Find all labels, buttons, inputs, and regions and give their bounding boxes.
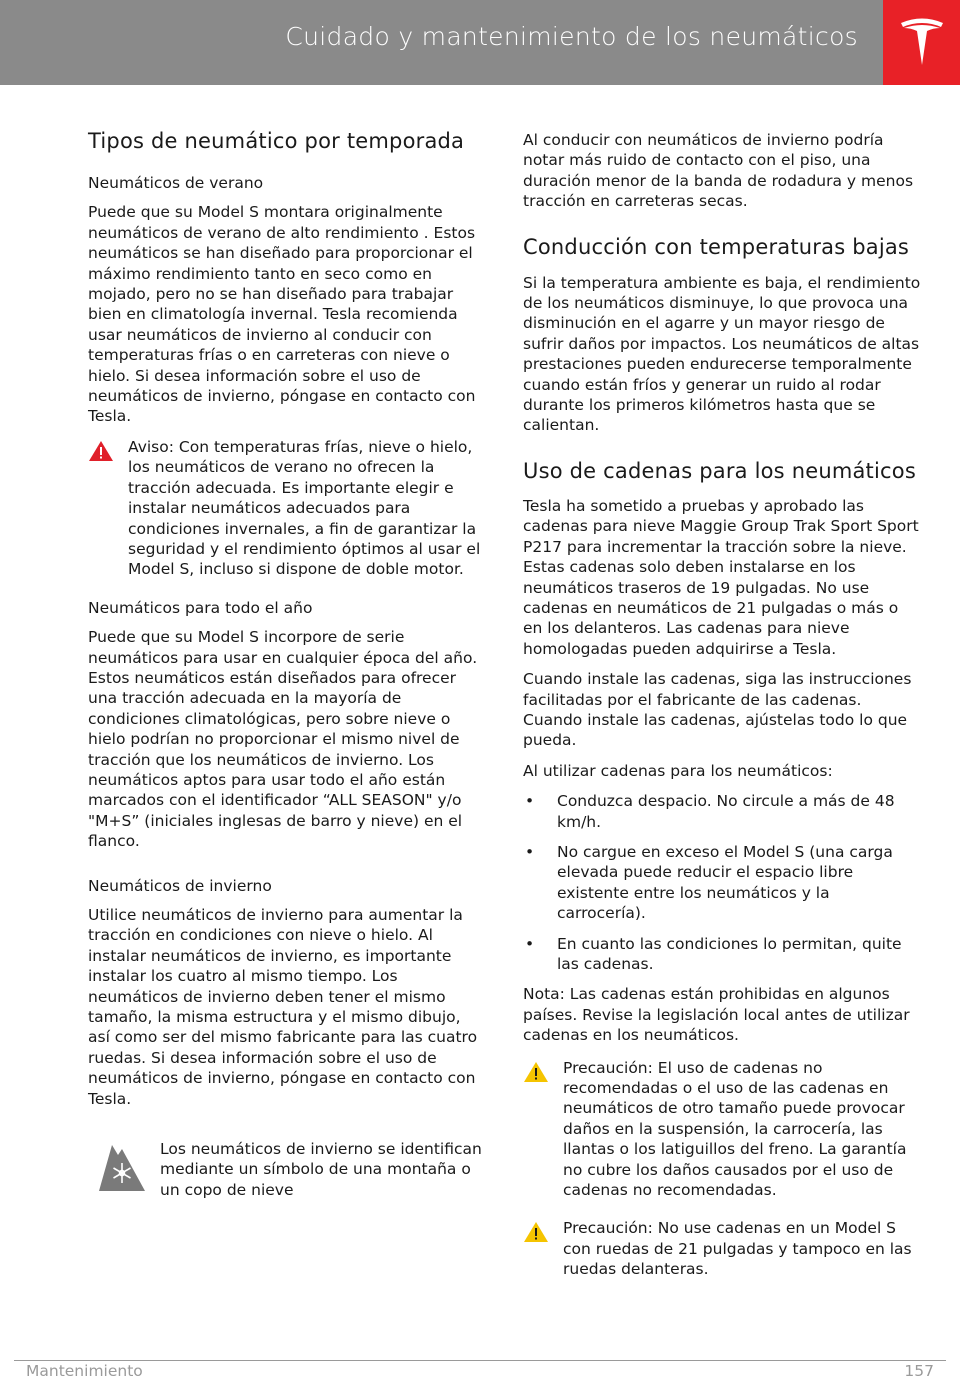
list-item: • En cuanto las condiciones lo permitan, quite las cadenas.	[525, 934, 902, 973]
subheading-all-season: Neumáticos para todo el año	[88, 598, 313, 617]
warning-notice	[88, 437, 482, 580]
caution-triangle-icon	[523, 1061, 549, 1083]
caution-text-1: Precaución: El uso de cadenas no recomendadas o el uso de las cadenas en neumáticos de otro tamaño puede provocar daños en la suspensión, la carrocería, las llantas o los latiguillos del freno. La garantía no cubre los daños causados por el uso de cadenas no recomendadas.	[563, 1058, 907, 1200]
caution-notice-1	[523, 1058, 921, 1201]
section-heading-season-tires: Tipos de neumático por temporada	[88, 129, 465, 153]
tesla-logo-icon	[899, 15, 945, 67]
brand-box	[883, 0, 960, 85]
caution-notice-2	[523, 1218, 921, 1279]
left-column	[88, 128, 482, 1200]
paragraph-winter-continued: Al conducir con neumáticos de invierno podría notar más ruido de contacto con el piso, una duración menor de la banda de rodadura y menos tracción en carreteras secas.	[523, 131, 914, 211]
section-heading-cold: Conducción con temperaturas bajas	[523, 234, 910, 259]
warning-text: Aviso: Con temperaturas frías, nieve o hielo, los neumáticos de verano no ofrecen la tracción adecuada. Es importante elegir e instalar neumáticos adecuados para condiciones invernales, a fin de garantizar la seguridad y el rendimiento óptimos al usar el Model S, incluso si dispone de doble motor.	[128, 437, 481, 579]
chain-usage-list	[523, 791, 921, 974]
list-item: • Conduzca despacio. No circule a más de 48 km/h.	[525, 792, 895, 831]
subheading-summer: Neumáticos de verano	[88, 174, 264, 192]
bullet-icon: •	[525, 842, 535, 861]
caution-triangle-icon	[523, 1221, 549, 1243]
footer-divider	[14, 1360, 946, 1361]
page-number: 157	[904, 1362, 934, 1380]
bullet-icon: •	[525, 934, 535, 953]
paragraph-cold: Si la temperatura ambiente es baja, el rendimiento de los neumáticos disminuye, lo que provoca una disminución en el agarre y un mayor riesgo de sufrir daños por impactos. Los neumáticos de altas prestaciones pueden endurecerse temporalmente cuando están fríos y generar un ruido al rodar durante los primeros kilómetros hasta que se calientan.	[523, 273, 921, 435]
paragraph-all-season: Puede que su Model S incorpore de serie neumáticos para usar en cualquier época del año. Estos neumáticos están diseñados para ofrecer una tracción adecuada en la mayoría de condiciones climatológicas, pero sobre nieve o hielo podrían no proporcionar el mismo nivel de tracción que los neumáticos de invierno. Los neumáticos aptos para usar todo el año están marcados con el identificador “ALL SEASON" y/o "M+S” (iniciales inglesas de barro y nieve) en el flanco.	[88, 628, 478, 851]
subheading-winter: Neumáticos de invierno	[88, 876, 272, 895]
paragraph-note: Nota: Las cadenas están prohibidas en algunos países. Revise la legislación local antes de utilizar cadenas en los neumáticos.	[523, 985, 910, 1045]
mountain-snowflake-icon	[98, 1143, 146, 1193]
paragraph-summer: Puede que su Model S montara originalmente neumáticos de verano de alto rendimiento . Estos neumáticos se han diseñado para proporcionar el máximo rendimiento tanto en seco como en mojado, pero no se han diseñado para trabajar bien en climatología invernal. Tesla recomienda usar neumáticos de invierno al conducir con temperaturas frías o en carreteras con nieve o hielo. Si desea información sobre el uso de neumáticos de invierno, póngase en contacto con Tesla.	[88, 203, 476, 426]
winter-symbol-note	[88, 1139, 482, 1200]
footer-section: Mantenimiento	[26, 1362, 143, 1380]
caution-text-2: Precaución: No use cadenas en un Model S con ruedas de 21 pulgadas y tampoco en las ruedas delanteras.	[563, 1219, 912, 1279]
paragraph-chains-3: Al utilizar cadenas para los neumáticos:	[523, 761, 833, 780]
bullet-icon: •	[525, 792, 535, 811]
section-heading-chains: Uso de cadenas para los neumáticos	[523, 458, 916, 483]
winter-symbol-text: Los neumáticos de invierno se identifican mediante un símbolo de una montaña o un copo de nieve	[160, 1140, 482, 1199]
warning-triangle-icon	[88, 440, 114, 462]
page-title: Cuidado y mantenimiento de los neumáticos	[285, 22, 858, 51]
list-item: • No cargue en exceso el Model S (una carga elevada puede reducir el espacio libre existente entre los neumáticos y la carrocería).	[525, 842, 893, 923]
page-header	[0, 0, 960, 85]
paragraph-winter: Utilice neumáticos de invierno para aumentar la tracción en condiciones con nieve o hielo. Al instalar neumáticos de invierno, es importante instalar los cuatro al mismo tiempo. Los neumáticos de invierno deben tener el mismo tamaño, la misma estructura y el mismo dibujo, así como ser del mismo fabricante para las cuatro ruedas. Si desea información sobre el uso de neumáticos de invierno, póngase en contacto con Tesla.	[88, 906, 478, 1108]
right-column	[523, 130, 921, 1298]
paragraph-chains-2: Cuando instale las cadenas, siga las instrucciones facilitadas por el fabricante de las cadenas. Cuando instale las cadenas, ajústelas todo lo que pueda.	[523, 670, 912, 750]
paragraph-chains-1: Tesla ha sometido a pruebas y aprobado las cadenas para nieve Maggie Group Trak Sport Sport P217 para incrementar la tracción sobre la nieve. Estas cadenas solo deben instalarse en los neumáticos traseros de 19 pulgadas. No use cadenas en neumáticos de 21 pulgadas o más o en los delanteros. Las cadenas para nieve homologadas pueden adquirirse a Tesla.	[523, 496, 919, 658]
